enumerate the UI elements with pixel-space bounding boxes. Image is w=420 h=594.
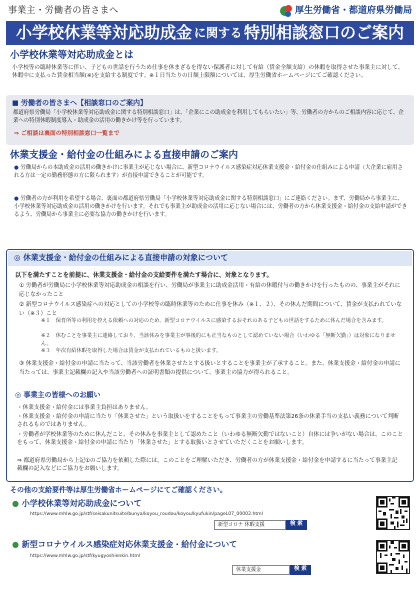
note-3: ※３ 年次有給休暇を取得した場合は賃金が支払われているものと扱います。 <box>41 348 222 354</box>
org-name: 厚生労働省・都道府県労働局 <box>294 5 412 16</box>
section1-body <box>12 64 408 80</box>
consult-title: ■ 労働者の皆さまへ【相談窓口のご案内】 <box>12 99 148 107</box>
note-2: ※２ 休むことを事業主に連絡しており、当該休みを事業主が事後的にも正当なものとして認めていない場合（いわゆる「無断欠勤」）は対象になりません。 <box>41 333 396 347</box>
header <box>8 3 412 19</box>
title-part-2: に関する <box>193 25 242 40</box>
link1-title[interactable] <box>12 499 142 510</box>
section2-bullet-1 <box>14 165 408 181</box>
mhlw-logo-icon <box>280 5 292 17</box>
note-1: ※１ 保育所等の利用を控える依頼への対応のため、新型コロナウイルスに感染するおそれのある子どもの世話をするために休んだ場合を含みます。 <box>41 318 387 324</box>
eligibility-heading: ◎ 休業支援金・給付金の仕組みによる直接申請の対象について <box>14 253 229 263</box>
section1-body-b: を支給する制度です。※１日当たりの日額上限額については、厚生労働省ホームページにてご確認ください。 <box>93 73 367 80</box>
link1-url[interactable]: https://www.mhlw.go.jp/stf/seisakunitsuite/bunya/koyou_roudou/koyou/kyufukin/pageL07_00002.html <box>30 512 263 517</box>
employer-request-4: ⇒ 都道府県労働局から上記①のご協力を依頼した際には、このことをご理解いただき、労働者の方が休業支援金・給付金を申請するに当たって事業主記載欄の記入などにご協力をお願いします。 <box>17 458 398 473</box>
link2-title[interactable] <box>12 540 237 551</box>
consult-link[interactable]: ⇒ ご相談は裏面の特別相談窓口一覧まで <box>14 131 120 137</box>
link2-search-field[interactable]: 休業支援金 <box>232 565 290 575</box>
section1-marker: (※) <box>84 73 94 80</box>
consult-box <box>6 95 414 145</box>
bullet-dot-icon: ● <box>14 165 21 171</box>
link2-search <box>232 565 311 575</box>
qr-code-icon[interactable] <box>376 496 410 530</box>
condition-1: ① 労働者が労働局に小学校休業等対応助成金の相談を行い、労働局が事業主に助成金活用・有給の休暇付与の働きかけを行ったものの、事業主がそれに応じなかったこと <box>19 283 401 298</box>
title-banner <box>6 21 414 45</box>
green-dot-icon: ● <box>12 499 22 508</box>
condition-3: ③ 休業支援金・給付金の申請に当たって、当該労働者を休業させたとする扱いとすることを事業主が了承すること。また、休業支援金・給付金の申請に当たっては、事業主記載欄の記入や当該労働者への証明書類の提供について、事業主の協力が得られること。 <box>19 361 401 376</box>
employer-request-1: ・休業支援金・給付金には事業主負担はありません。 <box>17 405 152 411</box>
org-block <box>280 5 412 17</box>
link1-search <box>214 520 307 530</box>
green-dot-icon: ● <box>12 540 22 549</box>
link1-title-text: 小学校休業等対応助成金について <box>21 499 142 508</box>
audience-label: 事業主・労働者の皆さまへ <box>8 5 119 16</box>
footer-heading: その他の支給要件等は厚生労働省ホームページにてご確認ください。 <box>10 486 227 494</box>
qr-code-icon[interactable] <box>376 540 410 574</box>
title-part-1: 小学校休業等対応助成金 <box>15 23 192 43</box>
bullet-dot-icon: ● <box>14 196 21 202</box>
condition-2: ② 新型コロナウイルス感染症への対応としての小学校等の臨時休業等のために仕事を休み（※１、２）、その休んだ期間について、賃金が支払われていない（※３）こと <box>19 302 402 317</box>
consult-body: 都道府県労働局「小学校休業等対応助成金に関する特別相談窓口」は、「企業にこの助成金を利用してもらいたい」等、労働者の方からのご相談内容に応じて、企業への特別休暇制度導入・助成金の活用の働きかけ等を行っています。 <box>13 110 404 124</box>
eligibility-heading-bar <box>8 251 412 266</box>
link1-search-button[interactable]: 検 索 <box>286 520 307 530</box>
eligibility-frame <box>6 249 414 482</box>
link2-url[interactable]: https://www.mhlw.go.jp/stf/kyugyoshienkin.html <box>30 554 141 559</box>
link1-search-field[interactable]: 新型コロナ 休暇支援 <box>214 520 286 530</box>
eligibility-lead: 以下を満たすことを前提に、休業支援金・給付金の支給要件を満たす場合に、対象となります。 <box>15 272 273 279</box>
section2-bullet-2-text: 労働者の方が利用を希望する場合、裏面の都道府県労働局「小学校休業等対応助成金に関する特別相談窓口」にご連絡ください。まず、労働局から事業主に、小学校休業等対応助成金の活用の働きかけを行います。それでも事業主が助成金の活用に応じない場合には、労働者の方から休業支援金・給付金の支給申請ができるよう、労働局から事業主に必要な協力の働きかけを行います。 <box>14 196 408 218</box>
section1-heading: 小学校休業等対応助成金とは <box>10 50 134 61</box>
employer-request-3: ・労働者が学校休業等のために休んだこと、その休みを事業主として認めたこと（いわゆる無断欠勤ではないこと）自体には争いがない場合は、このことをもって、休業支援金・給付金の申請に当たり「休業させた」とする取扱いとさせていただくことをお願いします。 <box>17 432 403 447</box>
section1-body-a: 小学校等の臨時休業等に伴い、子どもの世話を行うため仕事を休まざるを得ない保護者に対して有給（賃金全額支給）の休暇を取得させた事業主に対して、休暇中に支払った賃金相当額 <box>12 65 404 80</box>
title-part-3: 特別相談窓口のご案内 <box>244 23 405 43</box>
section2-bullet-1-text: 労働局からの本助成金の活用の働きかけに事業主が応じない場合に、新型コロナウイルス感染症対応休業支援金・給付金の仕組みによる申請（大企業に雇用される方は一定の勤務形態の方に限られます）が直接申請できることが可能です。 <box>14 165 403 179</box>
employer-request-heading: ◎ 事業主の皆様へのお願い <box>15 391 101 399</box>
employer-request-2: ・休業支援金・給付金の申請に当たり「休業させた」という取扱いをすることをもって事業主の労働基準法第26条の休業手当の支払い義務について判断されるものではありません。 <box>17 414 399 429</box>
link2-title-text: 新型コロナウイルス感染症対応休業支援金・給付金について <box>21 540 238 549</box>
section2-heading: 休業支援金・給付金の仕組みによる直接申請のご案内 <box>10 150 239 161</box>
section2-bullet-2 <box>14 196 408 219</box>
link2-search-button[interactable]: 検 索 <box>290 565 311 575</box>
